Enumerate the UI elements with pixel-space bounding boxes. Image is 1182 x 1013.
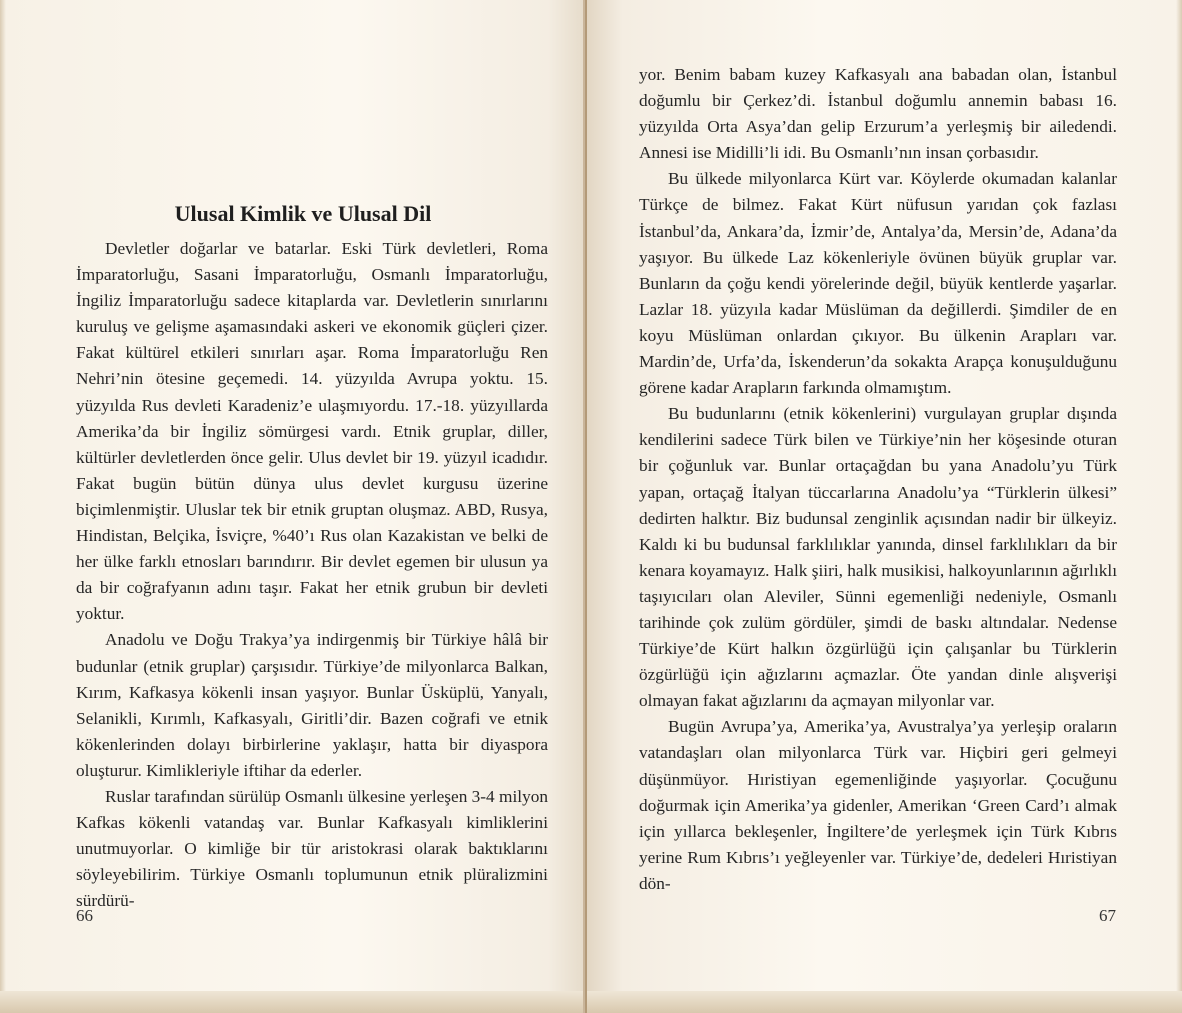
- page-number-right: 67: [1099, 906, 1116, 925]
- right-page: [587, 0, 1182, 1013]
- paragraph: Bu ülkede milyonlarca Kürt var. Köylerde okumadan kalanlar Türkçe de bilmez. Fakat Kürt nüfusun yarıdan çok fazlası İstanbul’da, Ankara’da, İzmir’de, Antalya’da, Mersin’de, Adana’da yaşıyor. Bu ülkede Laz kökenleriyle övünen büyük gruplar var. Bunların da çoğu kendi yörelerinde değil, büyük kentlerde yaşarlar. Lazlar 18. yüzyıla kadar Müslüman da değillerdi. Şimdiler de en koyu Müslüman onlardan çıkıyor. Bu ülkenin Arapları var. Mardin’de, Urfa’da, İskenderun’da sokakta Arapça konuşulduğunu görene kadar Arapların farkında olmamıştım.: [639, 169, 1117, 398]
- page-number-left: 66: [76, 906, 93, 925]
- paragraph: Ruslar tarafından sürülüp Osmanlı ülkesine yerleşen 3-4 milyon Kafkas kökenli vatandaş var. Bunlar Kafkasyalı kimliklerini unutmuyorlar. O kimliğe bir tür aristokrasi olarak baktıklarını söyleyebilirim. Türkiye Osmanlı toplumunun etnik plüralizmini sürdürü-: [76, 786, 548, 911]
- left-page: [0, 0, 585, 1013]
- paragraph: Anadolu ve Doğu Trakya’ya indirgenmiş bir Türkiye hâlâ bir budunlar (etnik gruplar) çarşısıdır. Türkiye’de milyonlarca Balkan, Kırım, Kafkasya kökenli insan yaşıyor. Bunlar Üsküplü, Yanyalı, Selanikli, Kırımlı, Kafkasyalı, Giritli’dir. Bazen coğrafi ve etnik kökenlerinden dolayı birbirlerine yaklaşır, hatta bir diyaspora oluşturur. Kimlikleriyle iftihar da ederler.: [76, 630, 548, 780]
- chapter-title: Ulusal Kimlik ve Ulusal Dil: [174, 200, 432, 226]
- page-bottom-edge: [587, 991, 1182, 1013]
- page-edge-shadow: [0, 0, 6, 1013]
- page-bottom-edge: [0, 991, 583, 1013]
- paragraph: Bugün Avrupa’ya, Amerika’ya, Avustralya’ya yerleşip oraların vatandaşları olan milyonlarca Türk var. Hiçbiri geri gelmeyi düşünmüyor. Hıristiyan egemenliğinde yaşıyorlar. Çocuğunu doğurmak için Amerika’ya gidenler, Amerikan ‘Green Card’ı almak için yıllarca bekleşenler, İngiltere’de yerleşmek için Türk Kıbrıs yerine Rum Kıbrıs’ı yeğleyenler var. Türkiye’de, dedeleri Hıristiyan dön-: [639, 717, 1117, 893]
- right-page-body: [639, 62, 1117, 897]
- paragraph: yor. Benim babam kuzey Kafkasyalı ana babadan olan, İstanbul doğumlu bir Çerkez’di. İstanbul doğumlu annemin babası 16. yüzyılda Orta Asya’dan gelip Erzurum’a yerleşmiş bir ailedendi. Annesi ise Midilli’li idi. Bu Osmanlı’nın insan çorbasıdır.: [639, 65, 1117, 163]
- paragraph: Bu budunlarını (etnik kökenlerini) vurgulayan gruplar dışında kendilerini sadece Türk bilen ve Türkiye’nin her köşesinde oturan bir çoğunluk var. Bunlar ortaçağdan bu yana Anadolu’yu Türk yapan, ortaçağ İtalyan tüccarlarına Anadolu’ya “Türklerin ülkesi” dedirten halktır. Biz budunsal zenginlik açısından nadir bir ülkeyiz. Kaldı ki bu budunsal farklılıklar yanında, dinsel farklılıkları da bir kenara koyamayız. Halk şiiri, halk musikisi, halkoyunlarının ağırlıklı taşıyıcıları olan Aleviler, Sünni egemenliği nedeniyle, Osmanlı tarihinde çok zulüm gördüler, şimdi de baskı altındalar. Nedense Türkiye’de Kürt halkın özgürlüğü için çalışanlar bu Türklerin özgürlüğü için ağızlarını açmazlar. Öte yandan dinle alışverişi olmayan fakat ağızlarını da açmayan milyonlar var.: [639, 404, 1118, 711]
- left-page-body: [76, 236, 548, 914]
- paragraph: Devletler doğarlar ve batarlar. Eski Türk devletleri, Roma İmparatorluğu, Sasani İmparatorluğu, Osmanlı İmparatorluğu, İngiliz İmparatorluğu sadece kitaplarda var. Devletlerin sınırlarını kuruluş ve gelişme aşamasındaki askeri ve ekonomik güçleri çizer. Fakat kültürel etkileri sınırları aşar. Roma İmparatorluğu Ren Nehri’nin ötesine geçemedi. 14. yüzyılda Avrupa yoktu. 15. yüzyılda Rus devleti Karadeniz’e ulaşmıyordu. 17.-18. yüzyıllarda Amerika’da bir İngiliz sömürgesi vardı. Etnik gruplar, diller, kültürler devletlerden önce gelir. Ulus devlet bir 19. yüzyıl icadıdır. Fakat bugün bütün dünya ulus devlet kurgusu üzerine biçimlenmiştir. Uluslar tek bir etnik gruptan oluşmaz. ABD, Rusya, Hindistan, Belçika, İsviçre, %40’ı Rus olan Kazakistan ve belki de her ülke farklı etnosları barındırır. Bir devlet egemen bir ulusun ya da bir coğrafyanın adını taşır. Fakat her etnik grubun bir devleti yoktur.: [76, 239, 548, 624]
- page-edge-shadow: [1176, 0, 1182, 1013]
